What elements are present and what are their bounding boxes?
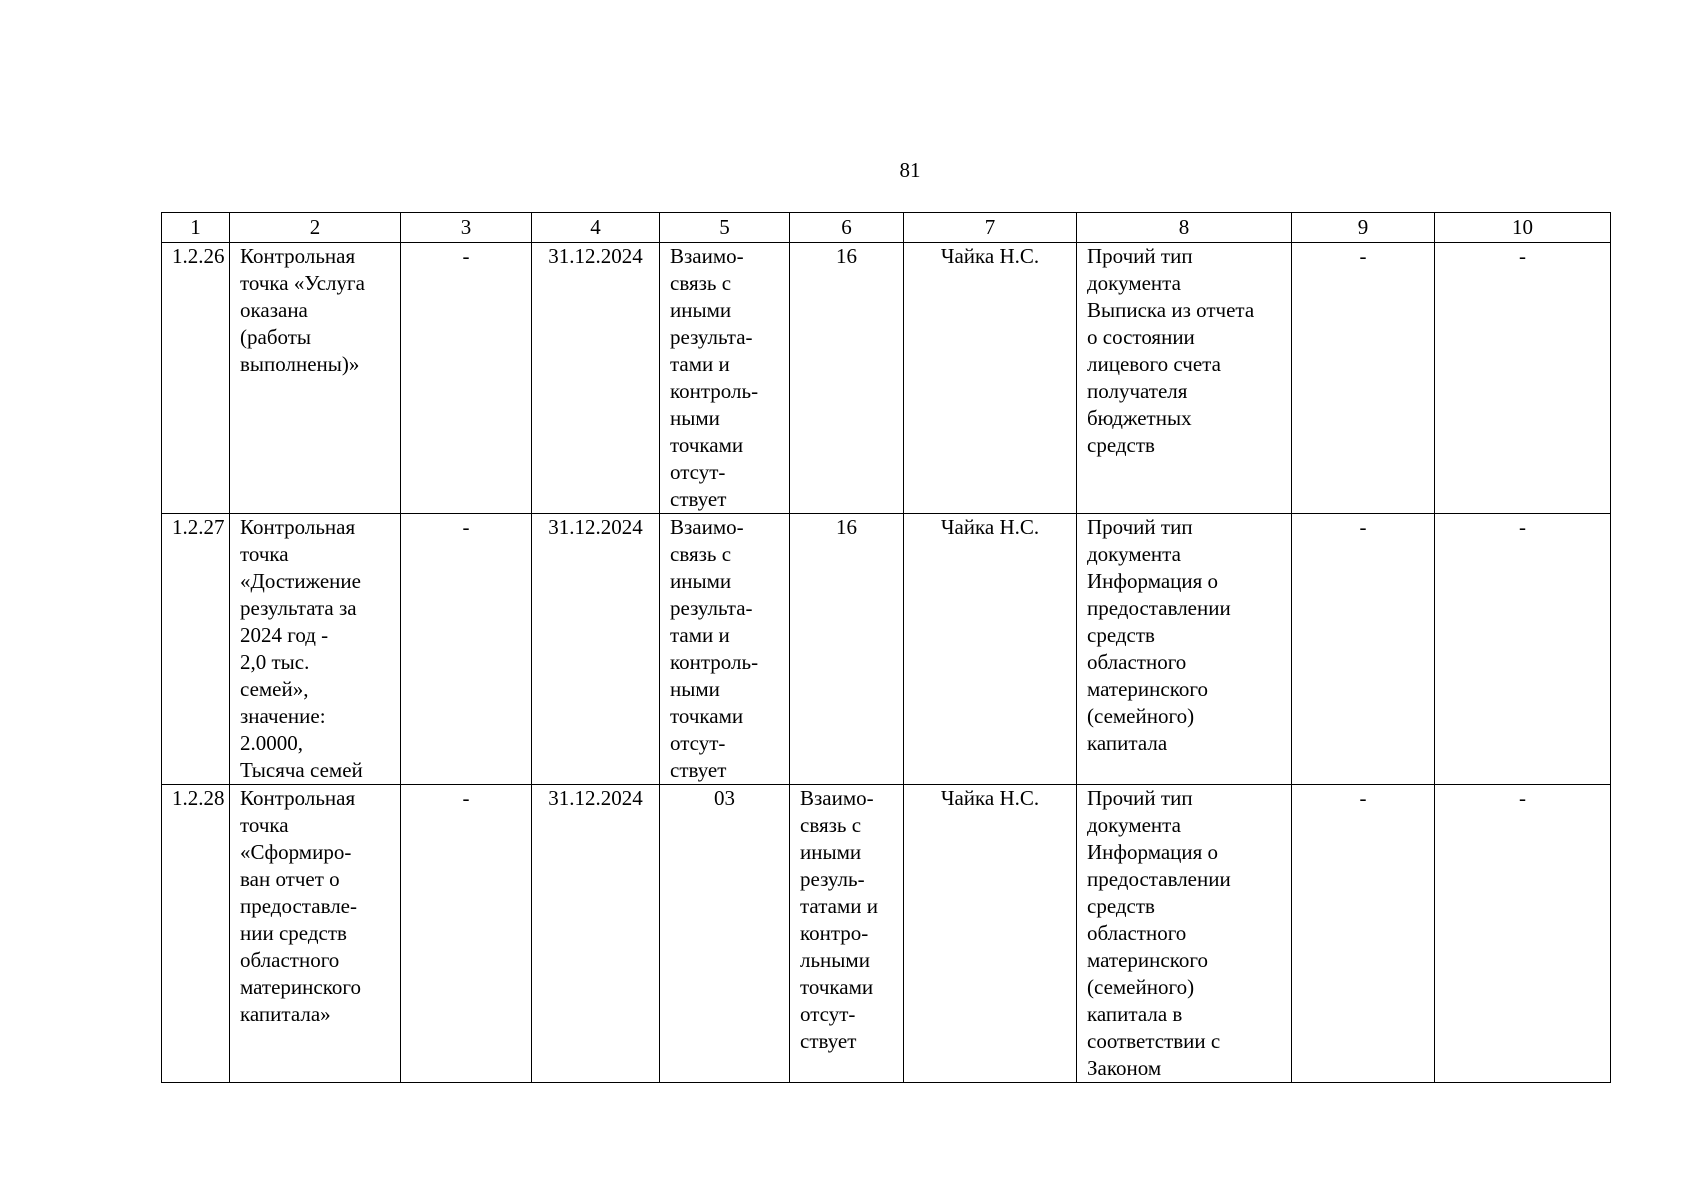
column-header: 1 bbox=[162, 213, 230, 243]
row-number-cell: 1.2.27 bbox=[162, 514, 230, 785]
column-header: 4 bbox=[532, 213, 660, 243]
table-cell: - bbox=[1435, 514, 1611, 785]
column-header: 8 bbox=[1077, 213, 1292, 243]
document-type-cell: Прочий тип документа Выписка из отчета о состоянии лицевого счета получателя бюджетных средств bbox=[1077, 243, 1292, 514]
table-cell: 03 bbox=[660, 785, 790, 1083]
date-cell: 31.12.2024 bbox=[532, 514, 660, 785]
name-cell: Контрольная точка «Достижение результата за 2024 год - 2,0 тыс. семей», значение: 2.0000, Тысяча семей bbox=[230, 514, 401, 785]
name-cell: Контрольная точка «Сформиро- ван отчет о предоставле- нии средств областного материнского капитала» bbox=[230, 785, 401, 1083]
table-cell: - bbox=[1292, 514, 1435, 785]
date-cell: 31.12.2024 bbox=[532, 785, 660, 1083]
column-header: 6 bbox=[790, 213, 904, 243]
table-row bbox=[162, 514, 1611, 785]
column-header: 3 bbox=[401, 213, 532, 243]
table-row bbox=[162, 785, 1611, 1083]
table-cell: - bbox=[1435, 785, 1611, 1083]
column-header: 2 bbox=[230, 213, 401, 243]
row-number-cell: 1.2.28 bbox=[162, 785, 230, 1083]
table-cell: Взаимо- связь с иными результа- тами и контроль- ными точками отсут- ствует bbox=[660, 243, 790, 514]
name-cell: Контрольная точка «Услуга оказана (работы выполнены)» bbox=[230, 243, 401, 514]
column-header: 9 bbox=[1292, 213, 1435, 243]
table-cell: - bbox=[1292, 785, 1435, 1083]
table-cell: - bbox=[1292, 243, 1435, 514]
column-header: 7 bbox=[904, 213, 1077, 243]
responsible-cell: Чайка Н.С. bbox=[904, 785, 1077, 1083]
page-number: 81 bbox=[899, 158, 921, 182]
responsible-cell: Чайка Н.С. bbox=[904, 243, 1077, 514]
document-table bbox=[161, 212, 1611, 1083]
table-cell: Взаимо- связь с иными результа- тами и контроль- ными точками отсут- ствует bbox=[660, 514, 790, 785]
table-cell: 16 bbox=[790, 514, 904, 785]
column-header: 5 bbox=[660, 213, 790, 243]
table-cell: 16 bbox=[790, 243, 904, 514]
document-type-cell: Прочий тип документа Информация о предоставлении средств областного материнского (семейного) капитала в соответствии с Законом bbox=[1077, 785, 1292, 1083]
row-number-cell: 1.2.26 bbox=[162, 243, 230, 514]
table-row bbox=[162, 243, 1611, 514]
table-cell: - bbox=[1435, 243, 1611, 514]
table-cell: - bbox=[401, 243, 532, 514]
column-header: 10 bbox=[1435, 213, 1611, 243]
date-cell: 31.12.2024 bbox=[532, 243, 660, 514]
responsible-cell: Чайка Н.С. bbox=[904, 514, 1077, 785]
document-type-cell: Прочий тип документа Информация о предоставлении средств областного материнского (семейного) капитала bbox=[1077, 514, 1292, 785]
table-cell: - bbox=[401, 514, 532, 785]
table-cell: Взаимо- связь с иными резуль- татами и контро- льными точками отсут- ствует bbox=[790, 785, 904, 1083]
table-header-row bbox=[162, 213, 1611, 243]
table-cell: - bbox=[401, 785, 532, 1083]
